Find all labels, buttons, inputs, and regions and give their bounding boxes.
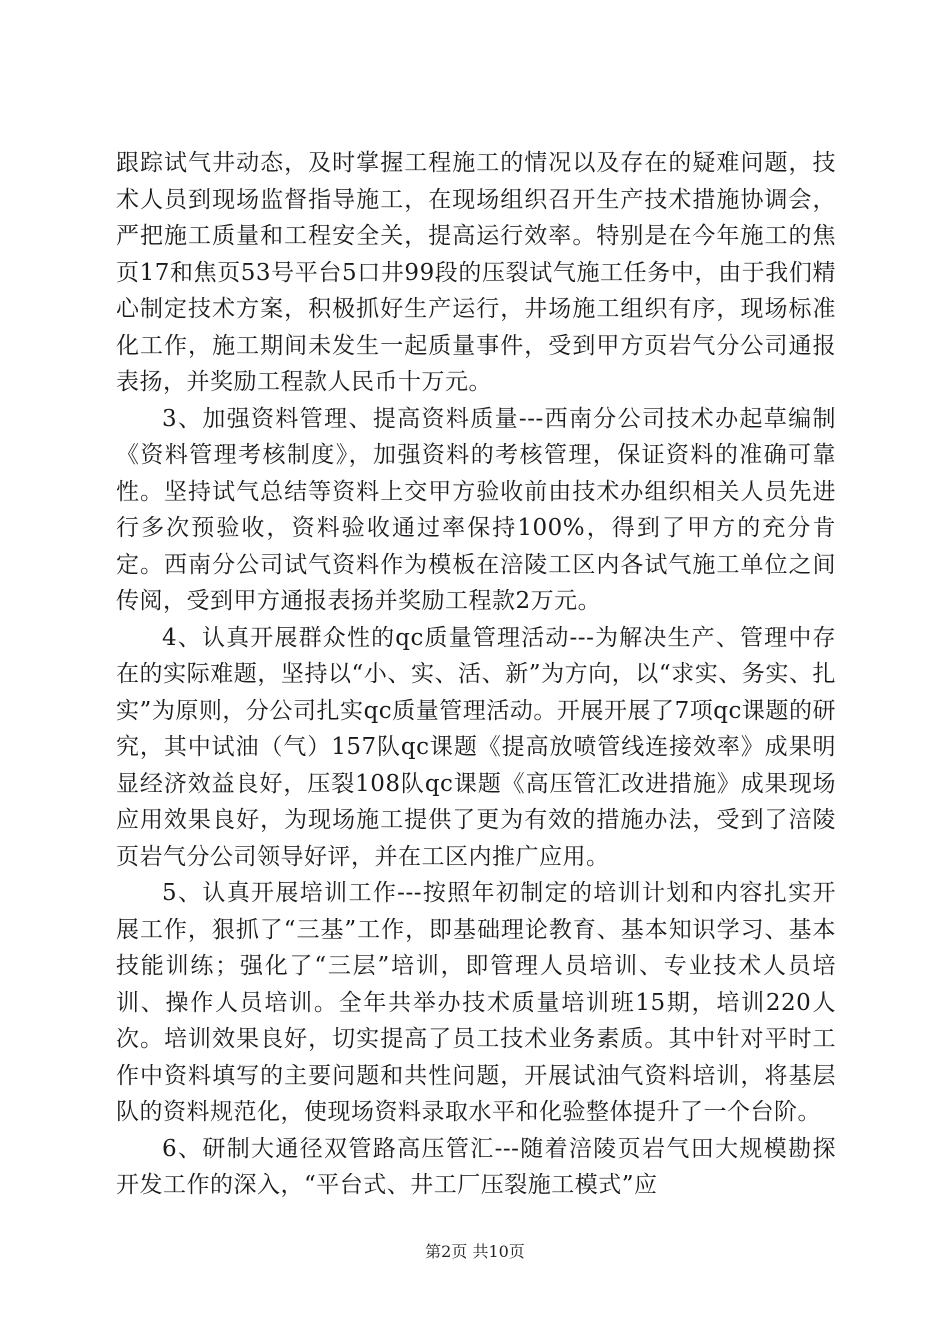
paragraph-item-3: 3、加强资料管理、提高资料质量---西南分公司技术办起草编制《资料管理考核制度》，加强资料的考核管理，保证资料的准确可靠性。坚持试气总结等资料上交甲方验收前由技术办组织相关人员先进行多次预验收，资料验收通过率保持100%，得到了甲方的充分肯定。西南分公司试气资料作为模板在涪陵工区内各试气施工单位之间传阅，受到甲方通报表扬并奖励工程款2万元。 bbox=[116, 405, 836, 614]
paragraph-item-4: 4、认真开展群众性的qc质量管理活动---为解决生产、管理中存在的实际难题，坚持以“小、实、活、新”为方向，以“求实、务实、扎实”为原则，分公司扎实qc质量管理活动。开展开展了7项qc课题的研究，其中试油（气）157队qc课题《提高放喷管线连接效率》成果明显经济效益良好，压裂108队qc课题《高压管汇改进措施》成果现场应用效果良好，为现场施工提供了更为有效的措施办法，受到了涪陵页岩气分公司领导好评，并在工区内推广应用。 bbox=[116, 624, 836, 870]
paragraph-continued: 跟踪试气井动态，及时掌握工程施工的情况以及存在的疑难问题，技术人员到现场监督指导施工，在现场组织召开生产技术措施协调会，严把施工质量和工程安全关，提高运行效率。特别是在今年施工的焦页17和焦页53号平台5口井99段的压裂试气施工任务中，由于我们精心制定技术方案，积极抓好生产运行，井场施工组织有序，现场标准化工作，施工期间未发生一起质量事件，受到甲方页岩气分公司通报表扬，并奖励工程款人民币十万元。 bbox=[116, 150, 836, 395]
body-text bbox=[116, 145, 836, 1204]
page-footer: 第2页 共10页 bbox=[425, 1242, 525, 1261]
paragraph-item-5: 5、认真开展培训工作---按照年初制定的培训计划和内容扎实开展工作，狠抓了“三基”工作，即基础理论教育、基本知识学习、基本技能训练；强化了“三层”培训，即管理人员培训、专业技术人员培训、操作人员培训。全年共举办技术质量培训班15期，培训220人次。培训效果良好，切实提高了员工技术业务素质。其中针对平时工作中资料填写的主要问题和共性问题，开展试油气资料培训，将基层队的资料规范化，使现场资料录取水平和化验整体提升了一个台阶。 bbox=[116, 880, 836, 1125]
paragraph-item-6: 6、研制大通径双管路高压管汇---随着涪陵页岩气田大规模勘探开发工作的深入，“平台式、井工厂压裂施工模式”应 bbox=[116, 1135, 836, 1198]
